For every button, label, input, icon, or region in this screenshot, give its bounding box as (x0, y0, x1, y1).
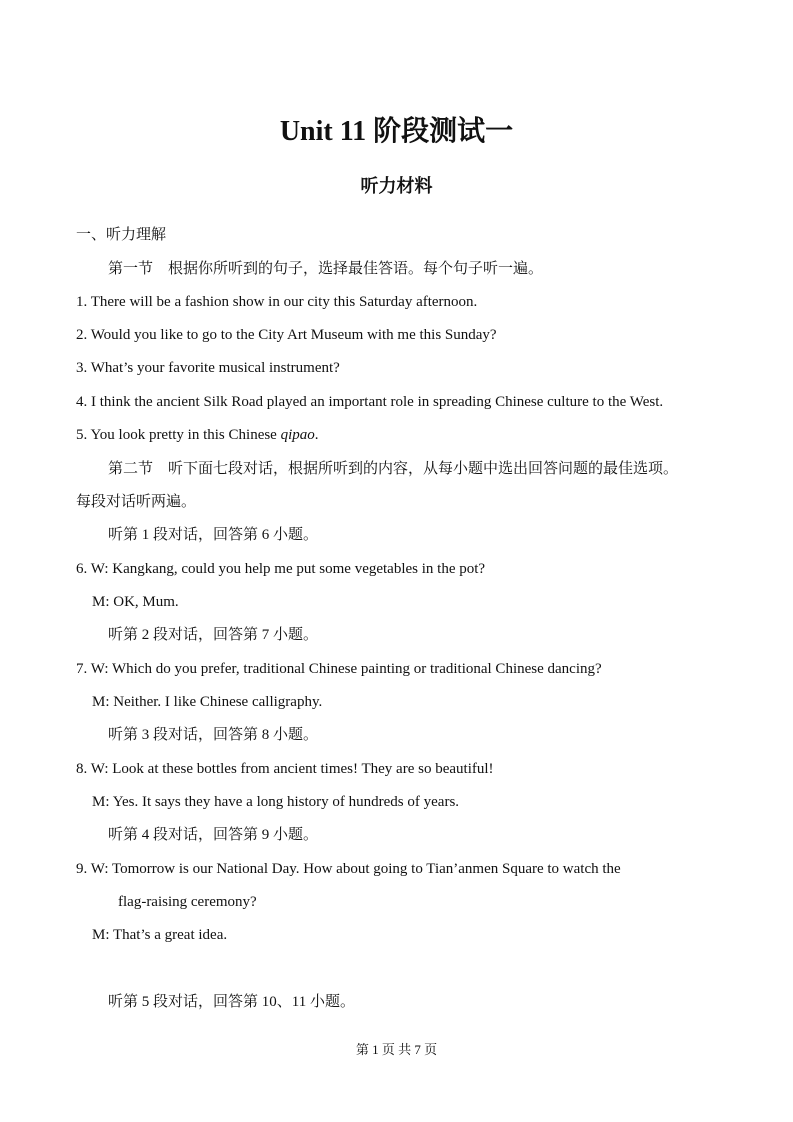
dialogue-3-man: M: Yes. It says they have a long history of hundreds of years. (92, 794, 460, 810)
dialogue-5-intro: 听第 5 段对话，回答第 10、11 小题。 (108, 994, 355, 1010)
page-subtitle: 听力材料 (360, 176, 433, 196)
sentence-2: 2. Would you like to go to the City Art Museum with me this Sunday? (76, 327, 497, 343)
sentence-5-italic: qipao (280, 427, 315, 443)
part2-instruction-line1: 第二节 听下面七段对话，根据所听到的内容，从每小题中选出回答问题的最佳选项。 (108, 461, 679, 477)
dialogue-4-woman: 9. W: Tomorrow is our National Day. How about going to Tian’anmen Square to watch the (76, 861, 621, 877)
sentence-5-end: . (314, 427, 319, 443)
sentence-3: 3. What’s your favorite musical instrument? (76, 360, 340, 376)
sentence-5-text: 5. You look pretty in this Chinese (76, 427, 281, 443)
dialogue-1-woman: 6. W: Kangkang, could you help me put some vegetables in the pot? (76, 561, 486, 577)
dialogue-1-intro: 听第 1 段对话，回答第 6 小题。 (108, 527, 319, 543)
dialogue-2-intro: 听第 2 段对话，回答第 7 小题。 (108, 627, 319, 643)
section-heading: 一、听力理解 (76, 227, 167, 243)
part1-instruction: 第一节 根据你所听到的句子，选择最佳答语。每个句子听一遍。 (108, 261, 544, 277)
page-title: Unit 11 阶段测试一 (279, 116, 514, 147)
dialogue-2-woman: 7. W: Which do you prefer, traditional Chinese painting or traditional Chinese dancing? (76, 661, 602, 677)
sentence-1: 1. There will be a fashion show in our city this Saturday afternoon. (76, 294, 478, 310)
sentence-5 (76, 424, 319, 446)
dialogue-1-man: M: OK, Mum. (92, 594, 179, 610)
dialogue-3-woman: 8. W: Look at these bottles from ancient times! They are so beautiful! (76, 761, 494, 777)
dialogue-4-man: M: That’s a great idea. (92, 927, 228, 943)
part2-instruction-line2: 每段对话听两遍。 (76, 494, 197, 510)
page-footer: 第 1 页 共 7 页 (355, 1042, 438, 1057)
dialogue-4-intro: 听第 4 段对话，回答第 9 小题。 (108, 827, 319, 843)
dialogue-4-woman-continued: flag-raising ceremony? (118, 894, 257, 910)
dialogue-2-man: M: Neither. I like Chinese calligraphy. (92, 694, 323, 710)
dialogue-3-intro: 听第 3 段对话，回答第 8 小题。 (108, 727, 319, 743)
sentence-4: 4. I think the ancient Silk Road played an important role in spreading Chinese culture to the West. (76, 394, 664, 410)
